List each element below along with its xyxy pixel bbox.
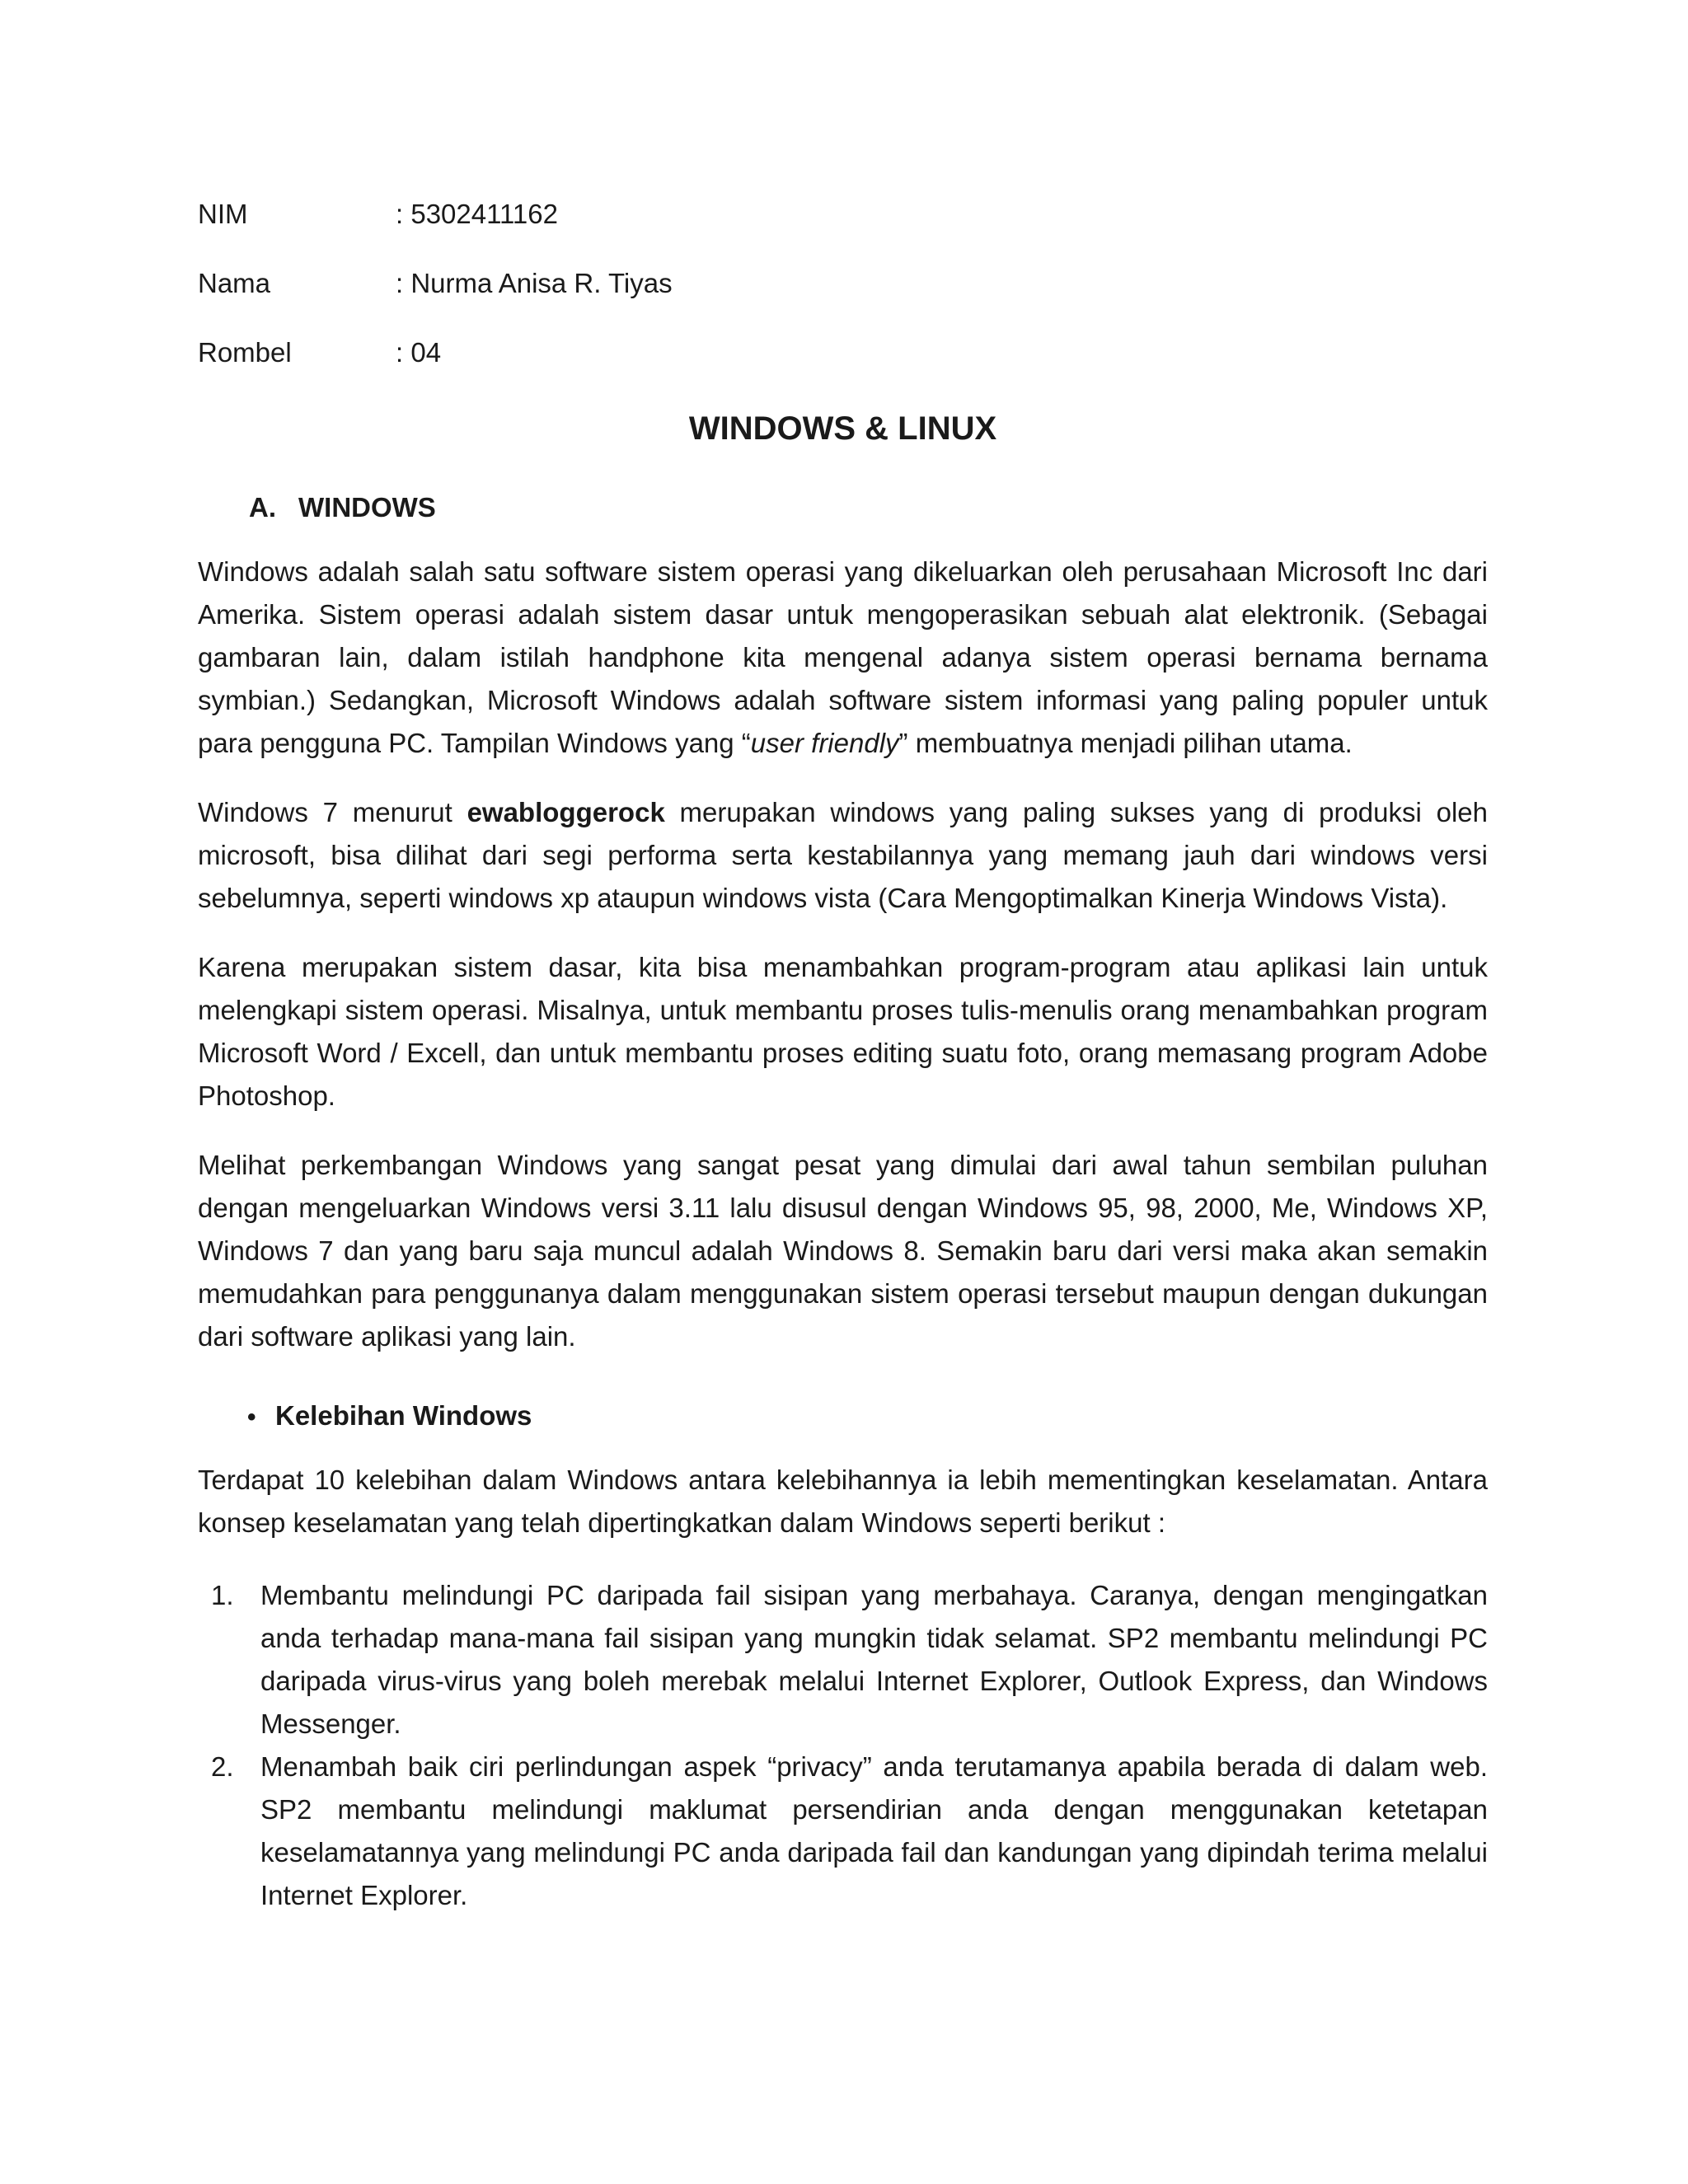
kelebihan-heading bbox=[247, 1399, 532, 1434]
nim-value: : 5302411162 bbox=[396, 199, 558, 229]
p2-text-b: merupakan windows yang paling sukses yang di produksi oleh microsoft, bisa dilihat dari segi performa serta kestabilannya yang memang jauh dari windows versi sebelumnya, seperti windows xp ataupun windows vista (Cara Mengoptimalkan Kinerja Windows Vista). bbox=[198, 797, 1488, 913]
p1-italic-term: user friendly bbox=[750, 728, 899, 758]
p2-text-a: Windows 7 menurut bbox=[198, 797, 467, 827]
paragraph-versions: Melihat perkembangan Windows yang sangat pesat yang dimulai dari awal tahun sembilan puluhan dengan mengeluarkan Windows versi 3.11 lalu disusul dengan Windows 95, 98, 2000, Me, Windows XP, Windows 7 dan yang baru saja muncul adalah Windows 8. Semakin baru dari versi maka akan semakin memudahkan para penggunanya dalam menggunakan sistem operasi tersebut maupun dengan dukungan dari software aplikasi yang lain. bbox=[198, 1150, 1488, 1352]
list-item-number: 1. bbox=[211, 1580, 234, 1610]
p1-text-a: Windows adalah salah satu software sistem operasi yang dikeluarkan oleh perusahaan Microsoft Inc dari Amerika. Sistem operasi adalah sistem dasar untuk mengoperasikan sebuah alat elektronik. (Sebagai gambaran lain, dalam istilah handphone kita mengenal adanya sistem operasi bernama bernama symbian.) Sedangkan, Microsoft Windows adalah software sistem informasi yang paling populer untuk para pengguna PC. Tampilan Windows yang “ bbox=[198, 556, 1488, 758]
p1-text-b: ” membuatnya menjadi pilihan utama. bbox=[898, 728, 1353, 758]
section-a-heading bbox=[249, 491, 436, 524]
list-item bbox=[198, 1746, 1488, 1917]
section-a-title: WINDOWS bbox=[298, 492, 436, 523]
list-item-text: Membantu melindungi PC daripada fail sisipan yang merbahaya. Caranya, dengan mengingatkan anda terhadap mana-mana fail sisipan yang mungkin tidak selamat. SP2 membantu melindungi PC daripada virus-virus yang boleh merebak melalui Internet Explorer, Outlook Express, dan Windows Messenger. bbox=[260, 1580, 1488, 1739]
paragraph-windows-definition bbox=[198, 551, 1488, 765]
section-a-letter: A. bbox=[249, 492, 276, 523]
p2-bold-term: ewabloggerock bbox=[467, 797, 665, 827]
paragraph-programs: Karena merupakan sistem dasar, kita bisa menambahkan program-program atau aplikasi lain untuk melengkapi sistem operasi. Misalnya, untuk membantu proses tulis-menulis orang menambahkan program Microsoft Word / Excell, dan untuk membantu proses editing suatu foto, orang memasang program Adobe Photoshop. bbox=[198, 952, 1488, 1111]
rombel-row bbox=[198, 336, 441, 369]
nama-label: Nama bbox=[198, 268, 271, 298]
document-page bbox=[198, 0, 1488, 2184]
nama-value: : Nurma Anisa R. Tiyas bbox=[396, 268, 673, 298]
list-item bbox=[198, 1574, 1488, 1746]
rombel-label: Rombel bbox=[198, 337, 292, 368]
rombel-value: : 04 bbox=[396, 337, 442, 368]
nama-row bbox=[198, 267, 673, 300]
list-item-text: Menambah baik ciri perlindungan aspek “privacy” anda terutamanya apabila berada di dalam web. SP2 membantu melindungi maklumat persendirian anda dengan menggunakan ketetapan keselamatannya yang melindungi PC anda daripada fail dan kandungan yang dipindah terima melalui Internet Explorer. bbox=[260, 1751, 1488, 1910]
list-item-number: 2. bbox=[211, 1751, 234, 1782]
kelebihan-title: Kelebihan Windows bbox=[275, 1400, 532, 1431]
nim-row bbox=[198, 198, 558, 231]
bullet-icon: • bbox=[247, 1404, 256, 1431]
paragraph-windows-7 bbox=[198, 791, 1488, 920]
document-title: WINDOWS & LINUX bbox=[688, 410, 997, 447]
nim-label: NIM bbox=[198, 199, 248, 229]
paragraph-kelebihan-intro: Terdapat 10 kelebihan dalam Windows antara kelebihannya ia lebih mementingkan keselamatan. Antara konsep keselamatan yang telah dipertingkatkan dalam Windows seperti berikut : bbox=[198, 1465, 1488, 1538]
